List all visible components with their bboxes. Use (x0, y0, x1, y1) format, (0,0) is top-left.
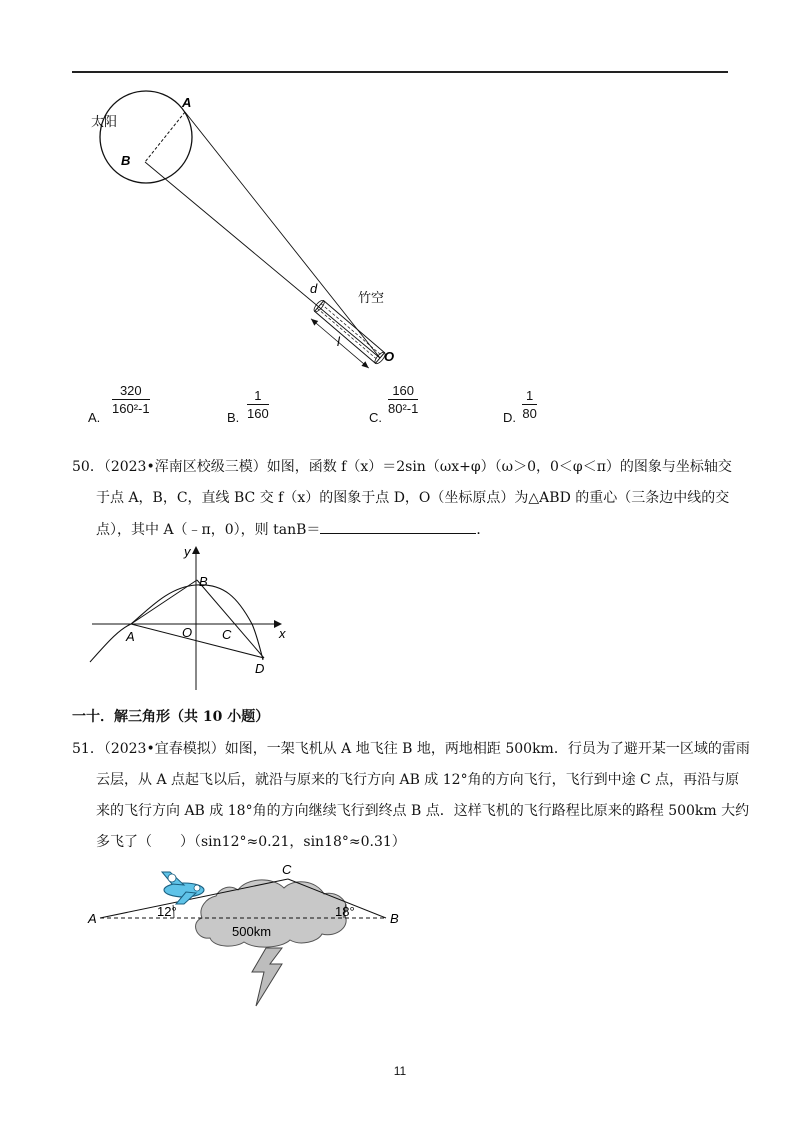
bamboo-tube (305, 299, 387, 374)
angle-12-label: 12° (157, 904, 177, 919)
option-d-letter: D. (503, 410, 516, 425)
option-a-denominator: 160²-1 (112, 401, 150, 416)
point-b-label: B (121, 153, 131, 168)
option-b-letter: B. (227, 410, 240, 425)
figure-flight-path (86, 860, 406, 1020)
point-d-label: D (255, 661, 265, 676)
option-d-denominator: 80 (522, 406, 537, 421)
tube-label: 竹空 (358, 290, 385, 305)
segment-ad (131, 624, 264, 658)
section-heading: 一十．解三角形（共 10 小题） (72, 709, 270, 725)
ray-b (145, 162, 380, 358)
point-b-label: B (390, 911, 399, 926)
point-b-label: B (199, 574, 208, 589)
point-c-label: C (222, 627, 232, 642)
airplane-icon (162, 872, 204, 904)
q50-line-3-end: ． (476, 522, 491, 538)
q51-line-1: 51．（2023•宜春模拟）如图，一架飞机从 A 地飞往 B 地，两地相距 500km．行员为了避开某一区域的雷雨 (72, 741, 750, 757)
sun-label: 太阳 (91, 114, 118, 129)
distance-label: 500km (232, 924, 272, 939)
point-a-label: A (126, 629, 135, 644)
option-c-denominator: 80²-1 (388, 401, 419, 416)
answer-blank[interactable] (320, 519, 476, 534)
angle-18-label: 18° (335, 904, 355, 919)
point-a-label: A (88, 911, 97, 926)
q50-line-2: 于点 A，B，C，直线 BC 交 f（x）的图象于点 D，O（坐标原点）为△ABD 的重心（三条边中线的交 (96, 490, 730, 506)
l-label: l (337, 334, 340, 349)
option-d-numerator: 1 (522, 388, 537, 405)
q50-line-1: 50．（2023•浑南区校级三模）如图，函数 f（x）＝2sin（ωx+φ）（ω＞0，0＜φ＜π）的图象与坐标轴交 (72, 459, 732, 475)
diameter-ab (145, 112, 185, 162)
q51-line-2: 云层，从 A 点起飞以后，就沿与原来的飞行方向 AB 成 12°角的方向飞行，飞行到中途 C 点，再沿与原 (96, 772, 740, 788)
q50-line-3-text: 点），其中 A（﹣π，0），则 tanB＝ (96, 522, 321, 538)
point-c-label: C (282, 862, 292, 877)
option-a-fraction (112, 383, 150, 416)
sine-curve (90, 585, 263, 662)
figure-sine-graph (86, 540, 296, 700)
option-a-letter: A. (88, 410, 101, 425)
option-b-fraction (247, 388, 269, 421)
segment-ab (131, 580, 197, 624)
origin-label: O (182, 625, 193, 640)
sun-circle (100, 91, 192, 183)
option-c-fraction (388, 383, 418, 416)
point-a-label: A (182, 95, 192, 110)
option-b-denominator: 160 (247, 406, 269, 421)
option-d-fraction (522, 388, 537, 421)
y-axis-label: y (184, 544, 191, 559)
ray-a (185, 112, 380, 358)
header-rule (72, 71, 728, 73)
d-label: d (310, 281, 318, 296)
page-number: 11 (393, 1064, 407, 1078)
option-c-numerator: 160 (388, 383, 418, 400)
lightning-bolt (252, 948, 282, 1006)
segment-bd (197, 580, 264, 658)
option-c-letter: C. (369, 410, 382, 425)
o-label: O (384, 349, 395, 364)
option-b-numerator: 1 (247, 388, 269, 405)
option-a-numerator: 320 (112, 383, 150, 400)
q51-line-4: 多飞了（ ）（sin12°≈0.21，sin18°≈0.31） (96, 834, 406, 850)
figure-sun-tube (80, 90, 420, 380)
q50-line-3 (96, 519, 490, 540)
q51-line-3: 来的飞行方向 AB 成 18°角的方向继续飞行到终点 B 点．这样飞机的飞行路程比原来的路程 500km 大约 (96, 803, 750, 819)
x-axis-label: x (279, 626, 286, 641)
